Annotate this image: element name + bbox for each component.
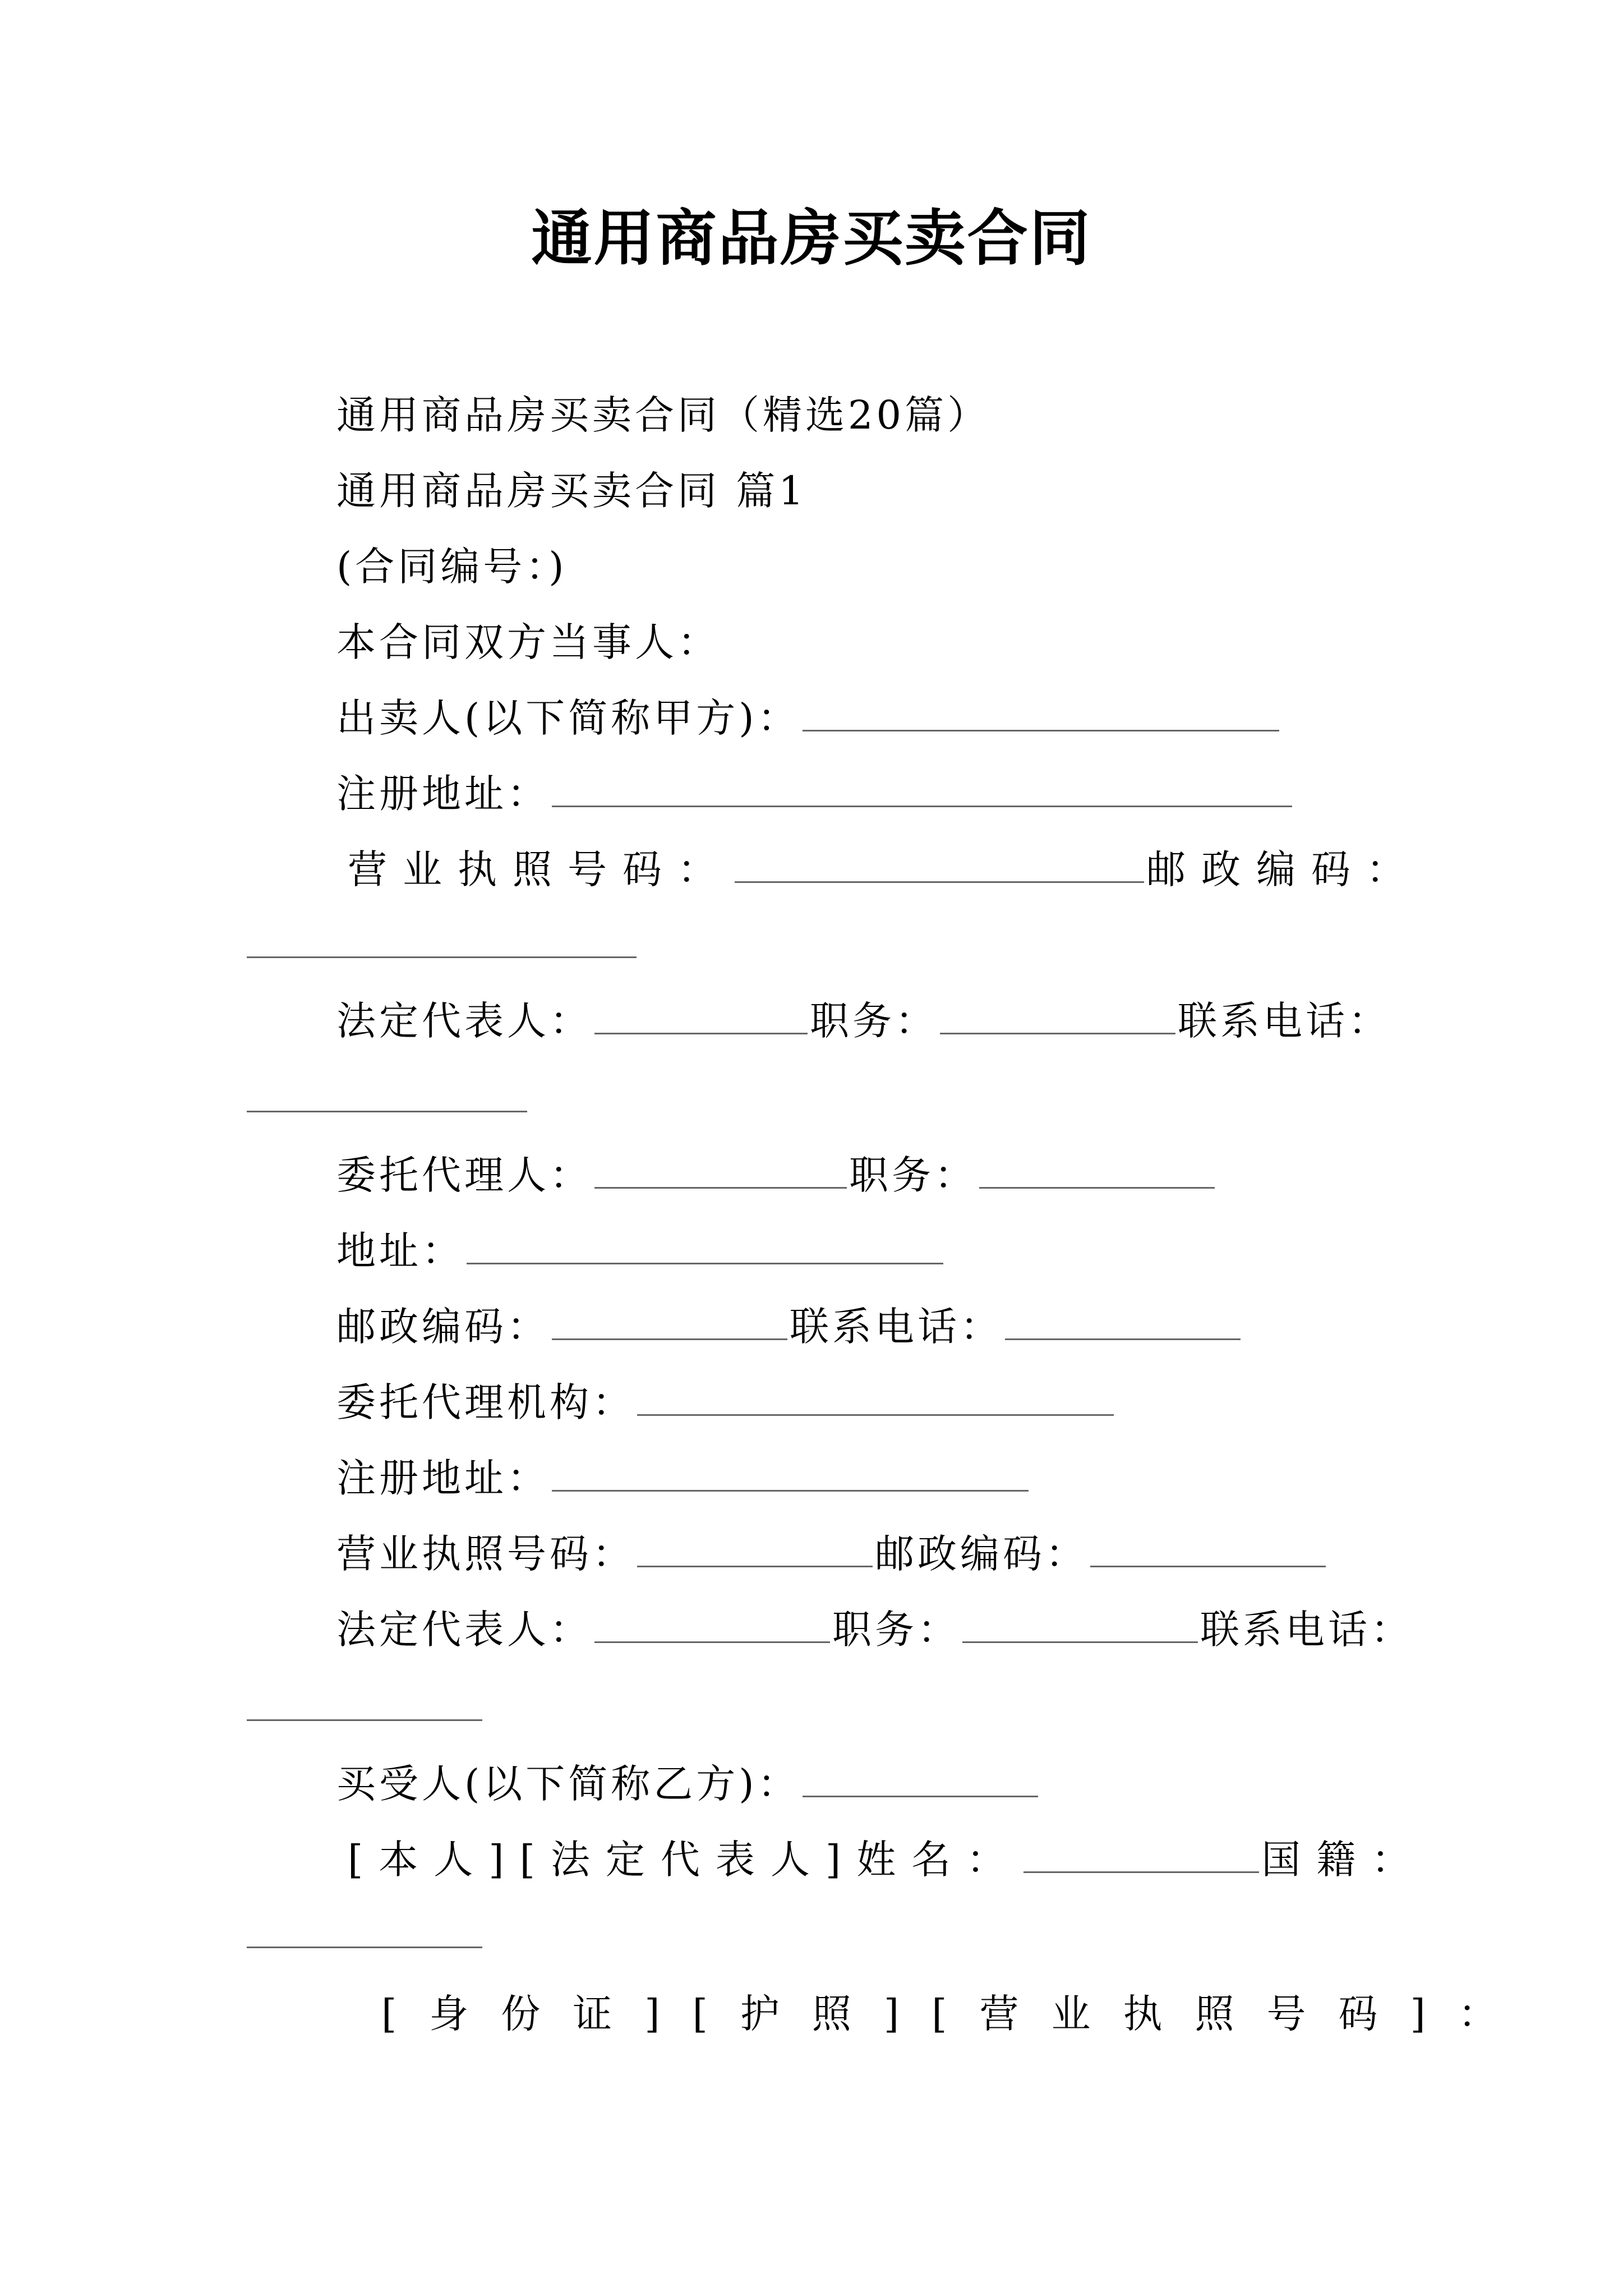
address-blank (552, 771, 1292, 807)
license-blank (637, 1531, 873, 1567)
position-blank (940, 998, 1175, 1034)
legal-rep-label: 法定代表人： (336, 1607, 592, 1653)
postcode-label: 邮政编码： (336, 1304, 550, 1350)
phone-label: 联系电话： (1200, 1607, 1413, 1653)
text: 通用商品房买卖合同 篇1 (336, 468, 807, 514)
agency-license-line (336, 1526, 1328, 1582)
postcode-label: 邮政编码： (1146, 846, 1421, 892)
agency-address-line (336, 1450, 1031, 1506)
phone-blank (247, 1719, 482, 1721)
agent-address-line (336, 1223, 946, 1279)
address-label: 注册地址： (336, 1455, 550, 1501)
legal-rep-label: 法定代表人： (336, 998, 592, 1044)
position-blank (979, 1152, 1215, 1189)
name-label: [本人][法定代表人]姓名： (348, 1837, 1022, 1883)
agent-blank (594, 1152, 847, 1189)
address-blank (552, 1455, 1029, 1492)
position-label: 职务： (810, 998, 938, 1044)
buyer-blank (803, 1761, 1038, 1797)
nationality-blank (247, 1947, 482, 1948)
phone-label: 联系电话： (1178, 998, 1391, 1044)
postcode-blank (247, 956, 637, 958)
buyer-name-line (348, 1832, 1426, 1888)
license-label: 营业执照号码： (348, 846, 732, 892)
text: 本合同双方当事人： (336, 619, 720, 665)
legal-rep-blank (594, 998, 808, 1034)
position-label: 职务： (832, 1607, 960, 1653)
address-label: 注册地址： (336, 771, 550, 817)
agency-line (336, 1374, 1116, 1430)
postcode-blank (552, 1304, 787, 1340)
section-heading (336, 463, 807, 519)
agent-postcode-line (336, 1299, 1243, 1355)
seller-legal-rep-line (336, 993, 1391, 1049)
agency-label: 委托代理机构： (336, 1379, 635, 1425)
agency-blank (637, 1379, 1114, 1416)
buyer-line (336, 1756, 1040, 1812)
address-label: 地址： (336, 1228, 464, 1274)
phone-blank (247, 1111, 527, 1112)
position-label: 职务： (849, 1152, 977, 1198)
buyer-label: 买受人(以下简称乙方)： (336, 1761, 800, 1807)
postcode-blank (1090, 1531, 1326, 1567)
seller-line (336, 690, 1281, 746)
text: (合同编号：) (336, 544, 568, 590)
document-title: 通用商品房买卖合同 (531, 203, 1092, 274)
seller-license-line (348, 841, 1421, 898)
seller-blank (803, 695, 1279, 731)
position-blank (962, 1607, 1198, 1643)
phone-blank (1005, 1304, 1241, 1340)
text: 通用商品房买卖合同（精选20篇） (336, 392, 990, 438)
id-label: [身份证][护照][营业执照号码]： (381, 1991, 1530, 2037)
seller-address-line (336, 766, 1294, 822)
parties-heading (336, 614, 720, 670)
subtitle-collection (336, 387, 990, 443)
contract-number (336, 539, 568, 595)
postcode-label: 邮政编码： (875, 1531, 1088, 1577)
agency-legal-rep-line (336, 1602, 1413, 1658)
buyer-id-line (381, 1986, 1530, 2042)
license-label: 营业执照号码： (336, 1531, 635, 1577)
license-blank (735, 846, 1144, 883)
legal-rep-blank (594, 1607, 830, 1643)
phone-label: 联系电话： (790, 1304, 1003, 1350)
seller-label: 出卖人(以下简称甲方)： (336, 695, 800, 741)
agent-line (336, 1147, 1217, 1203)
address-blank (467, 1228, 943, 1264)
name-blank (1023, 1837, 1259, 1873)
agent-label: 委托代理人： (336, 1152, 592, 1198)
nationality-label: 国籍： (1261, 1837, 1427, 1883)
